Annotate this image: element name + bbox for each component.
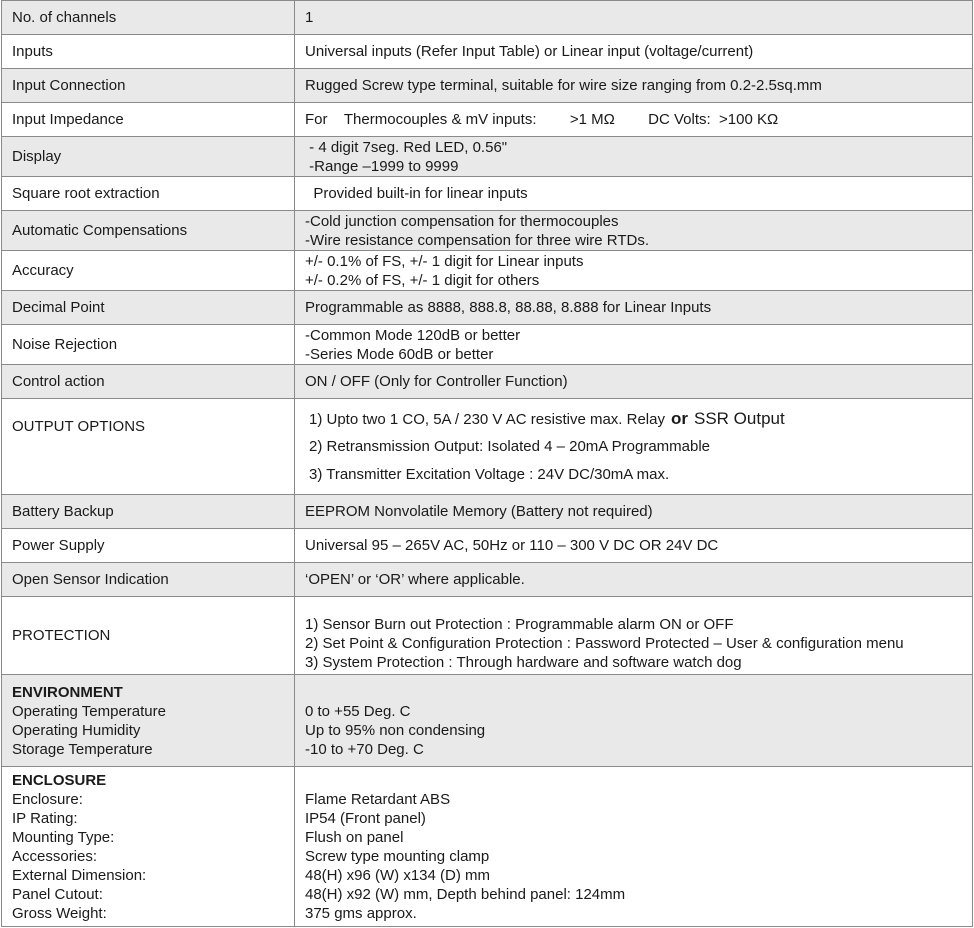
spec-key: Accuracy xyxy=(2,251,295,291)
protection-line: 2) Set Point & Configuration Protection : Password Protected – User & configuration menu xyxy=(305,635,904,652)
spec-value xyxy=(295,597,973,675)
spec-key: Square root extraction xyxy=(2,177,295,211)
enclosure-value: 48(H) x96 (W) x134 (D) mm xyxy=(305,866,491,884)
enclosure-key: Panel Cutout: xyxy=(12,885,103,903)
enclosure-value: Screw type mounting clamp xyxy=(305,847,490,865)
table-row xyxy=(2,399,973,495)
table-row xyxy=(2,1,973,35)
ssr-output-text: SSR Output xyxy=(693,408,785,428)
spec-value: ‘OPEN’ or ‘OR’ where applicable. xyxy=(295,563,973,597)
enclosure-keys xyxy=(2,767,295,927)
output-option-2: 2) Retransmission Output: Isolated 4 – 20mA Programmable xyxy=(309,437,711,455)
protection-line: 1) Sensor Burn out Protection : Programmable alarm ON or OFF xyxy=(305,616,734,633)
spec-value: Programmable as 8888, 888.8, 88.88, 8.888 for Linear Inputs xyxy=(295,291,973,325)
spec-value: Provided built-in for linear inputs xyxy=(295,177,973,211)
spec-value: Universal inputs (Refer Input Table) or Linear input (voltage/current) xyxy=(295,35,973,69)
table-row xyxy=(2,251,973,291)
spec-value: - 4 digit 7seg. Red LED, 0.56" -Range –1999 to 9999 xyxy=(295,137,973,177)
environment-row xyxy=(2,675,973,767)
spec-key: Control action xyxy=(2,365,295,399)
table-row xyxy=(2,103,973,137)
spec-value: ON / OFF (Only for Controller Function) xyxy=(295,365,973,399)
table-row xyxy=(2,69,973,103)
enclosure-key: Mounting Type: xyxy=(12,828,115,846)
table-row xyxy=(2,495,973,529)
spec-key: Display xyxy=(2,137,295,177)
or-text: or xyxy=(670,408,688,428)
spec-value: Rugged Screw type terminal, suitable for wire size ranging from 0.2-2.5sq.mm xyxy=(295,69,973,103)
table-row xyxy=(2,137,973,177)
environment-values xyxy=(295,675,973,767)
environment-key: Storage Temperature xyxy=(12,740,153,758)
spec-value: 1 xyxy=(295,1,973,35)
spec-value: -Cold junction compensation for thermocouples -Wire resistance compensation for three wire RTDs. xyxy=(295,211,973,251)
enclosure-key: External Dimension: xyxy=(12,866,147,884)
spec-key: Battery Backup xyxy=(2,495,295,529)
spec-key: Power Supply xyxy=(2,529,295,563)
environment-value: Up to 95% non condensing xyxy=(305,721,486,739)
enclosure-values xyxy=(295,767,973,927)
spec-value xyxy=(295,399,973,495)
enclosure-title: ENCLOSURE xyxy=(12,771,107,789)
spec-value: +/- 0.1% of FS, +/- 1 digit for Linear inputs +/- 0.2% of FS, +/- 1 digit for others xyxy=(295,251,973,291)
spec-key: Input Connection xyxy=(2,69,295,103)
table-row xyxy=(2,35,973,69)
enclosure-value: 48(H) x92 (W) mm, Depth behind panel: 124mm xyxy=(305,885,626,903)
spec-value: EEPROM Nonvolatile Memory (Battery not required) xyxy=(295,495,973,529)
table-row xyxy=(2,529,973,563)
specifications-table xyxy=(1,0,973,927)
enclosure-key: Gross Weight: xyxy=(12,904,107,922)
spec-key: Decimal Point xyxy=(2,291,295,325)
output-option-3: 3) Transmitter Excitation Voltage : 24V DC/30mA max. xyxy=(309,465,670,483)
enclosure-row xyxy=(2,767,973,927)
spec-value: -Common Mode 120dB or better -Series Mode 60dB or better xyxy=(295,325,973,365)
enclosure-key: Accessories: xyxy=(12,847,98,865)
enclosure-key: IP Rating: xyxy=(12,809,78,827)
table-row xyxy=(2,291,973,325)
spec-value: For Thermocouples & mV inputs: >1 MΩ DC Volts: >100 KΩ xyxy=(295,103,973,137)
table-row xyxy=(2,325,973,365)
spec-value: Universal 95 – 265V AC, 50Hz or 110 – 300 V DC OR 24V DC xyxy=(295,529,973,563)
enclosure-key: Enclosure: xyxy=(12,790,83,808)
spec-key: OUTPUT OPTIONS xyxy=(2,399,295,495)
table-row xyxy=(2,597,973,675)
spec-key: Automatic Compensations xyxy=(2,211,295,251)
environment-title: ENVIRONMENT xyxy=(12,683,123,701)
enclosure-value: 375 gms approx. xyxy=(305,904,417,922)
table-row xyxy=(2,177,973,211)
spec-key: PROTECTION xyxy=(2,597,295,675)
spec-key: No. of channels xyxy=(2,1,295,35)
table-row xyxy=(2,211,973,251)
protection-line: 3) System Protection : Through hardware and software watch dog xyxy=(305,654,742,671)
spec-key: Noise Rejection xyxy=(2,325,295,365)
environment-value: -10 to +70 Deg. C xyxy=(305,740,424,758)
spec-key: Open Sensor Indication xyxy=(2,563,295,597)
enclosure-value: Flame Retardant ABS xyxy=(305,790,451,808)
enclosure-value: Flush on panel xyxy=(305,828,404,846)
environment-key: Operating Temperature xyxy=(12,702,166,720)
spec-key: Input Impedance xyxy=(2,103,295,137)
spec-key: Inputs xyxy=(2,35,295,69)
table-row xyxy=(2,563,973,597)
table-row xyxy=(2,365,973,399)
environment-key: Operating Humidity xyxy=(12,721,141,739)
environment-keys xyxy=(2,675,295,767)
enclosure-value: IP54 (Front panel) xyxy=(305,809,426,827)
environment-value: 0 to +55 Deg. C xyxy=(305,702,411,720)
output-option-1: 1) Upto two 1 CO, 5A / 230 V AC resistive max. Relay xyxy=(309,410,665,428)
